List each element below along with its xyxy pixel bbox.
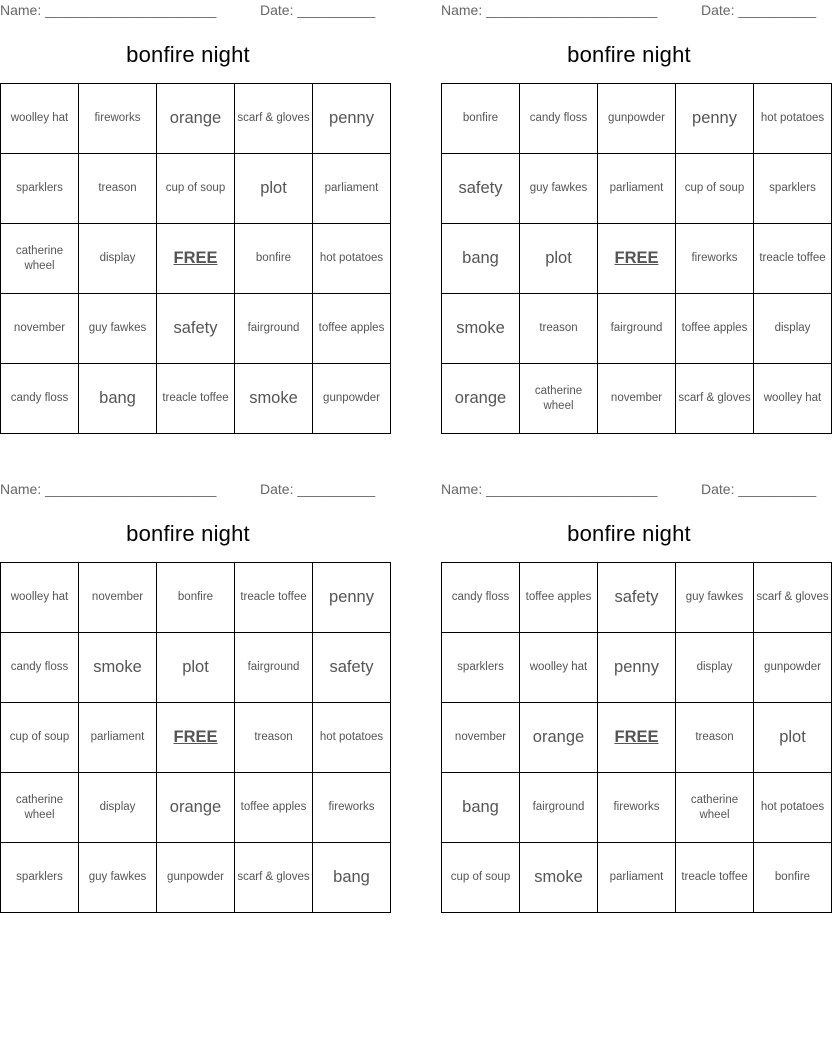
bingo-cell-hot-potatoes: hot potatoes: [754, 84, 832, 154]
bingo-cell-fireworks: fireworks: [676, 224, 754, 294]
date-field: Date: __________: [701, 2, 817, 18]
grid-row: [1, 703, 391, 773]
grid-row: [1, 633, 391, 703]
bingo-cell-fireworks: fireworks: [313, 773, 391, 843]
bingo-cell-gunpowder: gunpowder: [754, 633, 832, 703]
bingo-cell-sparklers: sparklers: [1, 843, 79, 913]
grid-row: [442, 703, 832, 773]
bingo-card-2: [441, 0, 826, 434]
bingo-cell-woolley-hat: woolley hat: [1, 84, 79, 154]
bingo-cell-woolley-hat: woolley hat: [1, 563, 79, 633]
name-field: Name: ______________________: [0, 481, 217, 497]
bingo-cell-scarf-and-gloves: scarf & gloves: [754, 563, 832, 633]
card-header: [441, 0, 817, 22]
bingo-cell-sparklers: sparklers: [754, 154, 832, 224]
bingo-cell-scarf-and-gloves: scarf & gloves: [676, 364, 754, 434]
bingo-cell-plot: plot: [157, 633, 235, 703]
bingo-cell-candy-floss: candy floss: [442, 563, 520, 633]
date-field: Date: __________: [260, 2, 376, 18]
bingo-cell-fairground: fairground: [235, 633, 313, 703]
bingo-cell-bang: bang: [79, 364, 157, 434]
bingo-cell-free: FREE: [157, 703, 235, 773]
bingo-cell-cup-of-soup: cup of soup: [442, 843, 520, 913]
bingo-cell-catherine-wheel: catherine wheel: [520, 364, 598, 434]
bingo-cell-catherine-wheel: catherine wheel: [676, 773, 754, 843]
grid-row: [1, 364, 391, 434]
date-field: Date: __________: [701, 481, 817, 497]
bingo-cell-smoke: smoke: [79, 633, 157, 703]
bingo-cell-fairground: fairground: [520, 773, 598, 843]
bingo-cell-sparklers: sparklers: [442, 633, 520, 703]
bingo-cell-bonfire: bonfire: [157, 563, 235, 633]
bingo-cell-gunpowder: gunpowder: [598, 84, 676, 154]
bingo-cell-parliament: parliament: [313, 154, 391, 224]
bingo-cell-hot-potatoes: hot potatoes: [313, 224, 391, 294]
bingo-cell-safety: safety: [442, 154, 520, 224]
grid-row: [1, 563, 391, 633]
bingo-cell-cup-of-soup: cup of soup: [157, 154, 235, 224]
bingo-cell-fireworks: fireworks: [598, 773, 676, 843]
bingo-cell-sparklers: sparklers: [1, 154, 79, 224]
bingo-cell-display: display: [754, 294, 832, 364]
bingo-cell-guy-fawkes: guy fawkes: [79, 294, 157, 364]
grid-row: [1, 224, 391, 294]
grid-row: [1, 773, 391, 843]
bingo-cell-treason: treason: [676, 703, 754, 773]
bingo-cell-fairground: fairground: [598, 294, 676, 364]
bingo-cell-cup-of-soup: cup of soup: [676, 154, 754, 224]
bingo-cell-parliament: parliament: [79, 703, 157, 773]
grid-row: [442, 843, 832, 913]
bingo-cell-penny: penny: [313, 563, 391, 633]
bingo-cell-treacle-toffee: treacle toffee: [754, 224, 832, 294]
bingo-cell-guy-fawkes: guy fawkes: [520, 154, 598, 224]
bingo-cell-bonfire: bonfire: [442, 84, 520, 154]
bingo-cell-fairground: fairground: [235, 294, 313, 364]
grid-row: [1, 294, 391, 364]
bingo-cell-treason: treason: [520, 294, 598, 364]
bingo-cell-toffee-apples: toffee apples: [520, 563, 598, 633]
bingo-card-3: [0, 479, 384, 913]
name-field: Name: ______________________: [441, 481, 658, 497]
bingo-cell-november: november: [1, 294, 79, 364]
grid-row: [1, 154, 391, 224]
date-field: Date: __________: [260, 481, 376, 497]
bingo-cell-hot-potatoes: hot potatoes: [313, 703, 391, 773]
bingo-cell-safety: safety: [598, 563, 676, 633]
bingo-cell-smoke: smoke: [520, 843, 598, 913]
bingo-cell-orange: orange: [157, 773, 235, 843]
bingo-cell-free: FREE: [598, 224, 676, 294]
bingo-cell-safety: safety: [157, 294, 235, 364]
bingo-cell-smoke: smoke: [442, 294, 520, 364]
bingo-cell-bang: bang: [442, 224, 520, 294]
bingo-cell-bang: bang: [442, 773, 520, 843]
bingo-cell-bang: bang: [313, 843, 391, 913]
bingo-cell-penny: penny: [598, 633, 676, 703]
card-header: [0, 479, 376, 501]
bingo-cell-treason: treason: [235, 703, 313, 773]
bingo-cell-plot: plot: [754, 703, 832, 773]
bingo-cell-toffee-apples: toffee apples: [676, 294, 754, 364]
bingo-cell-treacle-toffee: treacle toffee: [157, 364, 235, 434]
bingo-cell-bonfire: bonfire: [235, 224, 313, 294]
bingo-cell-woolley-hat: woolley hat: [520, 633, 598, 703]
bingo-cell-bonfire: bonfire: [754, 843, 832, 913]
bingo-cell-gunpowder: gunpowder: [313, 364, 391, 434]
bingo-cell-toffee-apples: toffee apples: [235, 773, 313, 843]
grid-row: [1, 843, 391, 913]
bingo-grid: [441, 83, 832, 434]
bingo-cell-treason: treason: [79, 154, 157, 224]
bingo-cell-free: FREE: [598, 703, 676, 773]
name-field: Name: ______________________: [441, 2, 658, 18]
card-title: bonfire night: [126, 521, 250, 546]
grid-row: [1, 84, 391, 154]
bingo-cell-orange: orange: [442, 364, 520, 434]
grid-row: [442, 224, 832, 294]
bingo-cell-scarf-and-gloves: scarf & gloves: [235, 843, 313, 913]
bingo-cell-guy-fawkes: guy fawkes: [79, 843, 157, 913]
bingo-cell-gunpowder: gunpowder: [157, 843, 235, 913]
grid-row: [442, 294, 832, 364]
card-header: [0, 0, 376, 22]
bingo-cell-orange: orange: [157, 84, 235, 154]
bingo-cell-catherine-wheel: catherine wheel: [1, 773, 79, 843]
card-title: bonfire night: [567, 42, 691, 67]
bingo-cell-guy-fawkes: guy fawkes: [676, 563, 754, 633]
bingo-cell-treacle-toffee: treacle toffee: [235, 563, 313, 633]
bingo-cell-cup-of-soup: cup of soup: [1, 703, 79, 773]
bingo-cell-scarf-and-gloves: scarf & gloves: [235, 84, 313, 154]
bingo-cell-candy-floss: candy floss: [520, 84, 598, 154]
bingo-cell-catherine-wheel: catherine wheel: [1, 224, 79, 294]
name-field: Name: ______________________: [0, 2, 217, 18]
bingo-cell-parliament: parliament: [598, 843, 676, 913]
grid-row: [442, 773, 832, 843]
bingo-cell-woolley-hat: woolley hat: [754, 364, 832, 434]
bingo-cell-november: november: [598, 364, 676, 434]
card-title: bonfire night: [126, 42, 250, 67]
bingo-cell-smoke: smoke: [235, 364, 313, 434]
bingo-cell-display: display: [79, 224, 157, 294]
bingo-cell-november: november: [442, 703, 520, 773]
bingo-cell-treacle-toffee: treacle toffee: [676, 843, 754, 913]
bingo-cell-display: display: [676, 633, 754, 703]
grid-row: [442, 364, 832, 434]
bingo-cell-penny: penny: [313, 84, 391, 154]
bingo-cell-fireworks: fireworks: [79, 84, 157, 154]
bingo-cell-plot: plot: [235, 154, 313, 224]
card-title: bonfire night: [567, 521, 691, 546]
bingo-cell-candy-floss: candy floss: [1, 633, 79, 703]
bingo-cell-november: november: [79, 563, 157, 633]
bingo-grid: [0, 83, 391, 434]
bingo-cell-plot: plot: [520, 224, 598, 294]
bingo-card-1: [0, 0, 385, 434]
bingo-cell-safety: safety: [313, 633, 391, 703]
bingo-card-4: [441, 479, 829, 913]
bingo-grid: [441, 562, 832, 913]
bingo-grid: [0, 562, 391, 913]
bingo-cell-penny: penny: [676, 84, 754, 154]
grid-row: [442, 633, 832, 703]
bingo-cell-display: display: [79, 773, 157, 843]
bingo-cell-orange: orange: [520, 703, 598, 773]
bingo-cell-candy-floss: candy floss: [1, 364, 79, 434]
bingo-cell-parliament: parliament: [598, 154, 676, 224]
bingo-cell-toffee-apples: toffee apples: [313, 294, 391, 364]
card-header: [441, 479, 817, 501]
bingo-cell-free: FREE: [157, 224, 235, 294]
grid-row: [442, 154, 832, 224]
bingo-cell-hot-potatoes: hot potatoes: [754, 773, 832, 843]
grid-row: [442, 563, 832, 633]
grid-row: [442, 84, 832, 154]
